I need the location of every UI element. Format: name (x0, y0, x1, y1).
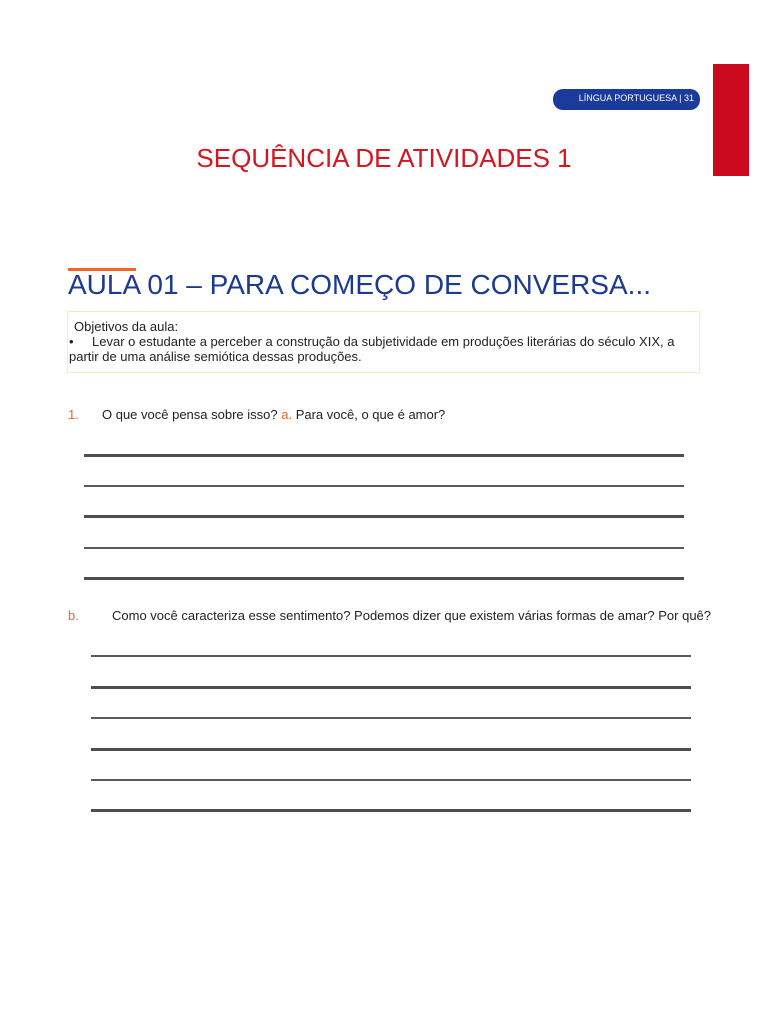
sub-question-prompt: Para você, o que é amor? (295, 407, 446, 422)
answer-line[interactable] (91, 748, 691, 751)
question-number: 1. (68, 407, 79, 422)
sequence-title: SEQUÊNCIA DE ATIVIDADES 1 (196, 143, 572, 173)
objectives-label: Objetivos da aula: (74, 319, 179, 334)
question-prompt: Como você caracteriza esse sentimento? Podemos dizer que existem várias formas de amar? Por quê? (112, 608, 712, 623)
objective-text: Levar o estudante a perceber a construção da subjetividade em produções literárias do século XIX, a partir de uma análise semiótica dessas produções. (69, 334, 675, 364)
question-1 (68, 407, 445, 423)
question-letter: b. (68, 608, 79, 623)
answer-line[interactable] (84, 577, 684, 580)
objectives-box (67, 311, 700, 373)
answer-line[interactable] (91, 779, 691, 781)
bullet-icon: • (69, 334, 74, 349)
objective-item (69, 334, 689, 364)
answer-line[interactable] (91, 809, 691, 812)
answer-line[interactable] (91, 717, 691, 719)
subject-page-badge: LÍNGUA PORTUGUESA | 31 (553, 89, 700, 110)
answer-line[interactable] (91, 655, 691, 657)
lesson-title: AULA 01 – PARA COMEÇO DE CONVERSA... (68, 269, 651, 300)
answer-line[interactable] (84, 547, 684, 549)
question-b (68, 608, 711, 624)
answer-line[interactable] (84, 454, 684, 457)
answer-line[interactable] (84, 485, 684, 487)
answer-line[interactable] (91, 686, 691, 689)
answer-line[interactable] (84, 515, 684, 518)
sub-question-letter: a. (281, 407, 293, 422)
question-prompt: O que você pensa sobre isso? (102, 407, 278, 422)
